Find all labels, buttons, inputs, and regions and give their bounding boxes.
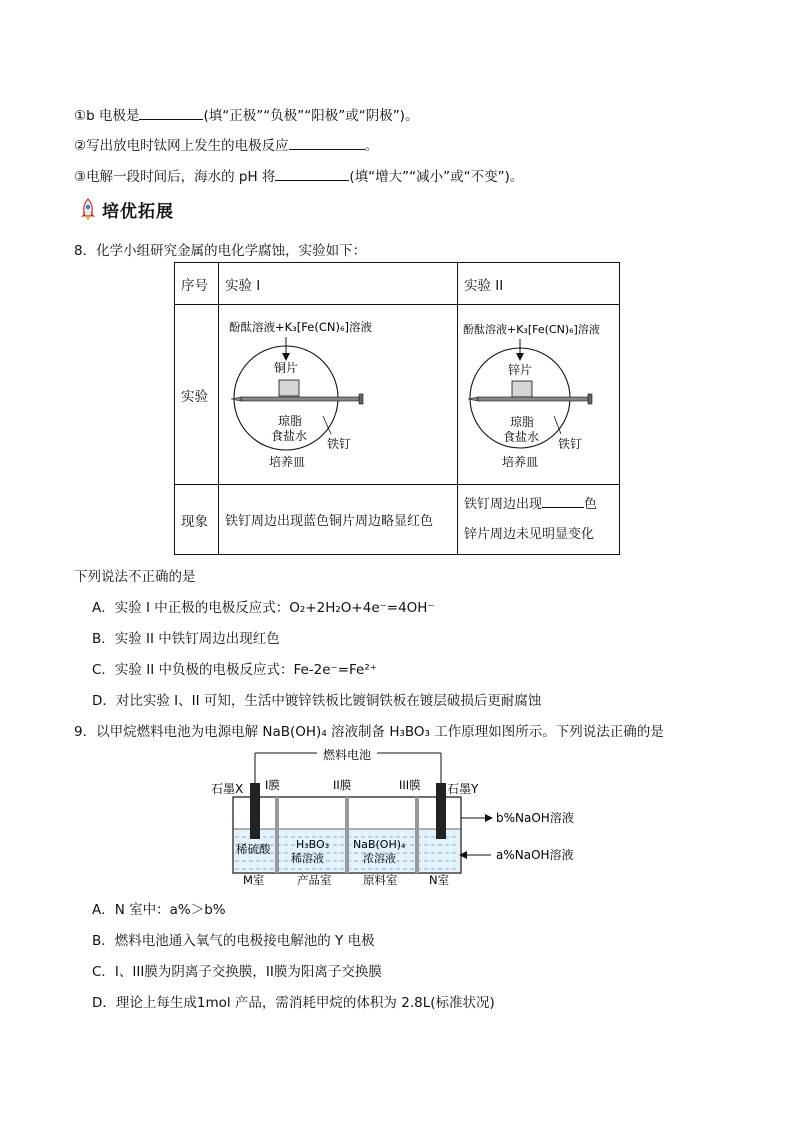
answer-blank[interactable]	[289, 135, 365, 150]
exp2-phenomenon-line2: 锌片周边未见明显变化	[464, 526, 595, 542]
answer-blank[interactable]	[275, 166, 349, 181]
rocket-icon	[78, 198, 98, 222]
electrode-x-label: 石墨X	[211, 782, 244, 796]
room-raw-label: 原料室	[363, 873, 398, 887]
arrow-head	[516, 353, 524, 361]
fuel-cell-label: 燃料电池	[323, 748, 372, 762]
exp1-reagent-label: 酚酞溶液+K₃[Fe(CN)₆]溶液	[229, 319, 373, 334]
exp1-diagram	[219, 305, 458, 485]
q8-stem: 8．化学小组研究金属的电化学腐蚀，实验如下：	[74, 243, 367, 259]
iron-nail	[478, 397, 588, 401]
q8-question: 下列说法不正确的是	[74, 569, 196, 585]
room-product-label: 产品室	[297, 873, 332, 887]
chamber-product-solute: H₃BO₃	[296, 838, 330, 851]
row-label-experiment: 实验	[175, 305, 219, 485]
chamber-raw-solute: NaB(OH)₄	[353, 838, 406, 851]
q8-option-c[interactable]: C．实验 II 中负极的电极反应式：Fe-2e⁻=Fe²⁺	[92, 662, 377, 678]
section-heading	[78, 197, 174, 222]
exp2-saltwater-label: 食盐水	[503, 429, 540, 444]
col-header-index: 序号	[175, 263, 219, 305]
chamber-product-solution: 稀溶液	[291, 852, 324, 865]
graphite-electrode-y	[436, 783, 446, 839]
graphite-electrode-x	[250, 783, 260, 839]
outlet-label: b%NaOH溶液	[496, 811, 574, 825]
row-label-phenomenon: 现象	[175, 485, 219, 555]
arrow-head	[282, 353, 290, 361]
q8-option-a[interactable]: A．实验 I 中正极的电极反应式：O₂+2H₂O+4e⁻=4OH⁻	[92, 600, 435, 616]
exp2-agar-label: 琼脂	[510, 414, 535, 429]
q8-option-d[interactable]: D．对比实验 I、II 可知，生活中镀锌铁板比镀铜铁板在镀层破损后更耐腐蚀	[92, 693, 542, 709]
nail-head	[588, 394, 592, 404]
iron-nail	[241, 397, 359, 401]
q9-option-a[interactable]: A．N 室中：a%＞b%	[92, 902, 226, 918]
exp2-diagram	[458, 305, 620, 485]
q8-option-b[interactable]: B．实验 II 中铁钉周边出现红色	[92, 631, 280, 647]
electrode-y-label: 石墨Y	[447, 782, 479, 796]
section-title: 培优拓展	[102, 202, 174, 222]
inlet-label: a%NaOH溶液	[496, 848, 574, 862]
exp1-metal-label: 铜片	[274, 360, 299, 375]
nail-tip	[231, 397, 241, 401]
membrane-3	[415, 797, 419, 873]
chamber-m-solution: 稀硫酸	[236, 842, 271, 856]
membrane-2-label: II膜	[333, 778, 352, 792]
exp2-phenomenon-line1: 铁钉周边出现 色	[464, 490, 613, 520]
exp2-nail-label: 铁钉	[558, 436, 583, 451]
electrolysis-diagram	[205, 745, 595, 887]
membrane-2	[345, 797, 349, 873]
room-m-label: M室	[243, 873, 265, 887]
outlet-arrow	[485, 814, 493, 822]
col-header-exp2: 实验 II	[458, 263, 620, 305]
q9-option-d[interactable]: D．理论上每生成1mol 产品，需消耗甲烷的体积为 2.8L(标准状况)	[92, 995, 495, 1011]
zinc-sheet	[512, 381, 532, 397]
answer-blank[interactable]	[139, 105, 203, 120]
exp1-phenomenon: 铁钉周边出现蓝色铜片周边略显红色	[219, 485, 458, 555]
q9-option-c[interactable]: C．I、III膜为阴离子交换膜，II膜为阳离子交换膜	[92, 964, 382, 980]
q9-stem: 9．以甲烷燃料电池为电源电解 NaB(OH)₄ 溶液制备 H₃BO₃ 工作原理如图所示。下列说法正确的是	[74, 724, 664, 740]
nail-head	[359, 394, 363, 404]
copper-sheet	[279, 380, 299, 396]
membrane-3-label: III膜	[399, 778, 421, 792]
col-header-exp1: 实验 I	[219, 263, 458, 305]
exp2-metal-label: 锌片	[508, 362, 533, 377]
exp2-dish-label: 培养皿	[502, 454, 539, 469]
exp1-agar-label: 琼脂	[278, 413, 303, 428]
exp2-phenomenon	[458, 485, 620, 555]
inlet-arrow	[459, 851, 467, 859]
experiment-table	[174, 262, 620, 555]
membrane-1-label: I膜	[265, 778, 280, 792]
exp1-nail-label: 铁钉	[327, 436, 352, 451]
q7-item-3: ③电解一段时间后，海水的 pH 将 (填“增大”“减小”或“不变”)。	[74, 165, 523, 185]
exp1-dish-label: 培养皿	[269, 454, 306, 469]
room-n-label: N室	[429, 873, 450, 887]
q7-item-1: ①b 电极是 (填“正极”“负极”“阳极”或“阴极”)。	[74, 104, 418, 124]
exp1-saltwater-label: 食盐水	[271, 428, 308, 443]
q9-option-b[interactable]: B．燃料电池通入氧气的电极接电解池的 Y 电极	[92, 933, 375, 949]
answer-blank[interactable]	[542, 493, 584, 508]
membrane-1	[275, 797, 279, 873]
exp2-setup-figure	[458, 306, 619, 484]
exp1-setup-figure	[219, 306, 457, 484]
exp2-reagent-label: 酚酞溶液+K₃[Fe(CN)₆]溶液	[463, 322, 600, 336]
q7-item-2: ②写出放电时钛网上发生的电极反应 。	[74, 134, 378, 154]
chamber-raw-solution: 浓溶液	[363, 852, 396, 865]
